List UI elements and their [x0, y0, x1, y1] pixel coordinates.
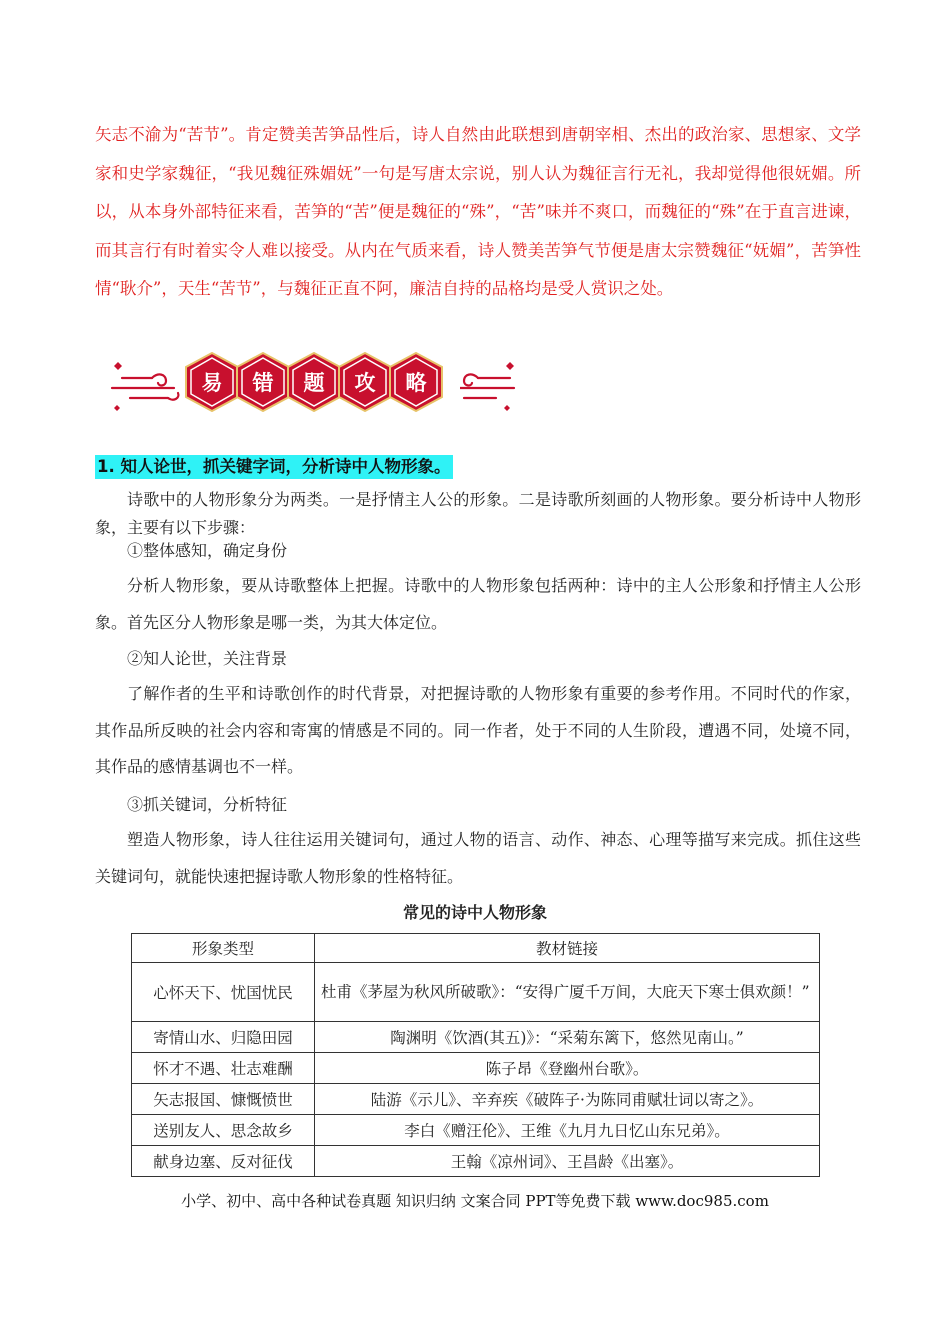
table-cell-type: 献身边塞、反对征伐: [132, 1146, 315, 1177]
table-cell-link: 陶渊明《饮酒(其五)》：“采菊东篱下，悠然见南山。”: [315, 1022, 820, 1053]
footer-text: 小学、初中、高中各种试卷真题 知识归纳 文案合同 PPT等免费下载 www.doc985.com: [181, 1192, 769, 1210]
banner-char-tile: [337, 352, 393, 412]
step1-body: 分析人物形象，要从诗歌整体上把握。诗歌中的人物形象包括两种：诗中的主人公形象和抒情主人公形象。首先区分人物形象是哪一类，为其大体定位。: [95, 576, 861, 632]
table-row: [132, 1084, 820, 1115]
banner-char: 攻: [354, 371, 376, 395]
banner-char-tile: [235, 352, 291, 412]
table-header-cell: 形象类型: [132, 934, 315, 963]
table-header-cell: 教材链接: [315, 934, 820, 963]
section-banner: [108, 348, 518, 416]
table-row: [132, 1146, 820, 1177]
table-cell-link: 陆游《示儿》、辛弃疾《破阵子·为陈同甫赋壮词以寄之》。: [315, 1084, 820, 1115]
banner-char: 题: [303, 371, 325, 395]
table-header-row: [132, 934, 820, 963]
analysis-paragraph: 矢志不渝为“苦节”。肯定赞美苦笋品性后，诗人自然由此联想到唐朝宰相、杰出的政治家、思想家、文学家和史学家魏征，“我见魏征殊媚妩”一句是写唐太宗说，别人认为魏征言行无礼，我却觉得他很妩媚。所以，从本身外部特征来看，苦笋的“苦”便是魏征的“殊”，“苦”味并不爽口，而魏征的“殊”在于直言进谏，而其言行有时着实令人难以接受。从内在气质来看，诗人赞美苦笋气节便是唐太宗赞魏征“妩媚”，苦笋性情“耿介”，天生“苦节”，与魏征正直不阿，廉洁自持的品格均是受人赏识之处。: [95, 125, 861, 298]
intro-paragraph: 诗歌中的人物形象分为两类。一是抒情主人公的形象。二是诗歌所刻画的人物形象。要分析诗中人物形象，主要有以下步骤：: [95, 490, 861, 537]
step1-title: ①整体感知，确定身份: [127, 541, 288, 560]
cloud-ornament-left-icon: [108, 348, 184, 416]
table-title: 常见的诗中人物形象: [402, 903, 547, 922]
step2-body: 了解作者的生平和诗歌创作的时代背景，对把握诗歌的人物形象有重要的参考作用。不同时代的作家，其作品所反映的社会内容和寄寓的情感是不同的。同一作者，处于不同的人生阶段，遭遇不同，处境不同，其作品的感情基调也不一样。: [95, 684, 861, 776]
table-cell-type: 心怀天下、忧国忧民: [132, 963, 315, 1022]
table-cell-type: 矢志报国、慷慨愤世: [132, 1084, 315, 1115]
table-row: [132, 1115, 820, 1146]
table-row: [132, 963, 820, 1022]
step2-title: ②知人论世，关注背景: [127, 649, 288, 668]
banner-char-tile: [184, 352, 240, 412]
banner-char-tile: [388, 352, 444, 412]
banner-title: [184, 352, 444, 412]
table-cell-link: 杜甫《茅屋为秋风所破歌》：“安得广厦千万间，大庇天下寒士俱欢颜！”: [315, 963, 820, 1022]
table-cell-type: 送别友人、思念故乡: [132, 1115, 315, 1146]
step3-body: 塑造人物形象，诗人往往运用关键词句，通过人物的语言、动作、神态、心理等描写来完成。抓住这些关键词句，就能快速把握诗歌人物形象的性格特征。: [95, 830, 861, 886]
banner-char-tile: [286, 352, 342, 412]
table-cell-link: 王翰《凉州词》、王昌龄《出塞》。: [315, 1146, 820, 1177]
banner-char: 错: [252, 371, 274, 395]
table-row: [132, 1053, 820, 1084]
table-cell-link: 李白《赠汪伦》、王维《九月九日忆山东兄弟》。: [315, 1115, 820, 1146]
step3-title: ③抓关键词，分析特征: [127, 795, 288, 814]
table-cell-type: 怀才不遇、壮志难酬: [132, 1053, 315, 1084]
banner-char: 略: [405, 371, 427, 395]
section-heading: 1. 知人论世，抓关键字词，分析诗中人物形象。: [95, 455, 453, 479]
banner-char: 易: [201, 371, 223, 395]
table-cell-link: 陈子昂《登幽州台歌》。: [315, 1053, 820, 1084]
table-cell-type: 寄情山水、归隐田园: [132, 1022, 315, 1053]
character-image-table: [131, 933, 820, 1177]
cloud-ornament-right-icon: [460, 348, 518, 416]
table-row: [132, 1022, 820, 1053]
